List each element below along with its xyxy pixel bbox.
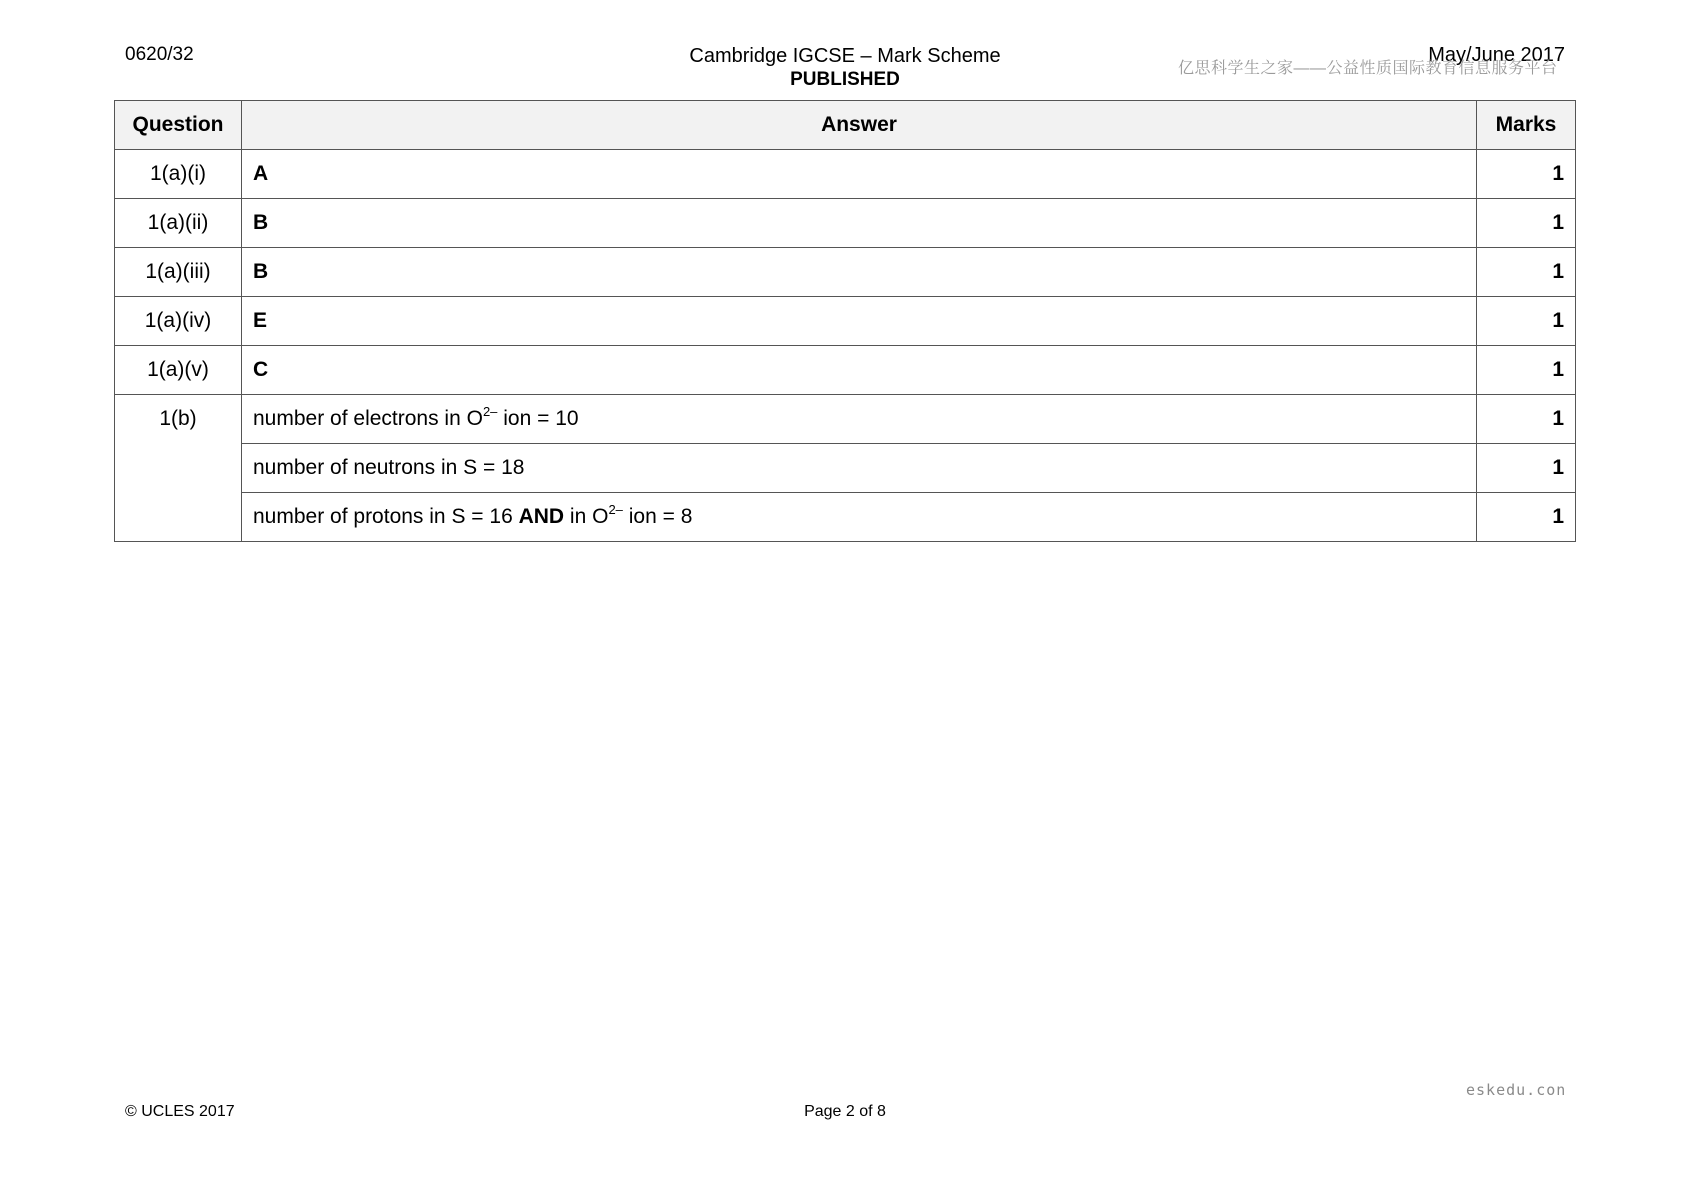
answer-text: number of electrons in O (253, 407, 483, 430)
exam-session: May/June 2017 (1428, 44, 1565, 66)
marks-cell: 1 (1477, 395, 1576, 444)
table-row (115, 199, 1576, 248)
document-title: Cambridge IGCSE – Mark Scheme (689, 45, 1001, 67)
copyright: © UCLES 2017 (125, 1103, 235, 1120)
page-number: Page 2 of 8 (804, 1103, 886, 1120)
marks-header: Marks (1477, 101, 1576, 150)
answer-cell (242, 395, 1477, 444)
question-header: Question (115, 101, 242, 150)
answer-header: Answer (242, 101, 1477, 150)
marks-cell: 1 (1477, 297, 1576, 346)
answer-cell: B (242, 248, 1477, 297)
mark-scheme-table (114, 100, 1576, 542)
marks-cell: 1 (1477, 150, 1576, 199)
table-header-row (115, 101, 1576, 150)
table-row (115, 297, 1576, 346)
marks-cell: 1 (1477, 444, 1576, 493)
question-cell: 1(a)(iv) (115, 297, 242, 346)
watermark-top: 亿思科学生之家——公益性质国际教育信息服务平台 (1178, 60, 1558, 77)
answer-text: ion = 10 (497, 407, 579, 430)
and-keyword: AND (518, 505, 565, 528)
question-cell: 1(a)(iii) (115, 248, 242, 297)
question-cell: 1(a)(i) (115, 150, 242, 199)
table-row (115, 150, 1576, 199)
table-row (115, 248, 1576, 297)
answer-cell: B (242, 199, 1477, 248)
table-row (115, 395, 1576, 444)
marks-cell: 1 (1477, 248, 1576, 297)
answer-text: number of protons in S = 16 (253, 505, 519, 528)
watermark-bottom: eskedu.con (1466, 1081, 1567, 1099)
answer-text: in O (564, 505, 609, 528)
question-cell: 1(b) (115, 395, 242, 542)
answer-cell: number of neutrons in S = 18 (242, 444, 1477, 493)
answer-text: ion = 8 (622, 505, 693, 528)
published-label: PUBLISHED (790, 69, 900, 90)
answer-cell (242, 493, 1477, 542)
question-cell: 1(a)(v) (115, 346, 242, 395)
table-row (115, 346, 1576, 395)
table-row (115, 493, 1576, 542)
marks-cell: 1 (1477, 346, 1576, 395)
document-title-block (590, 44, 1100, 92)
answer-cell: C (242, 346, 1477, 395)
answer-cell: E (242, 297, 1477, 346)
paper-code: 0620/32 (125, 44, 194, 65)
question-cell: 1(a)(ii) (115, 199, 242, 248)
marks-cell: 1 (1477, 493, 1576, 542)
answer-cell: A (242, 150, 1477, 199)
marks-cell: 1 (1477, 199, 1576, 248)
ion-charge: 2– (608, 502, 623, 517)
table-row (115, 444, 1576, 493)
ion-charge: 2– (482, 404, 498, 419)
